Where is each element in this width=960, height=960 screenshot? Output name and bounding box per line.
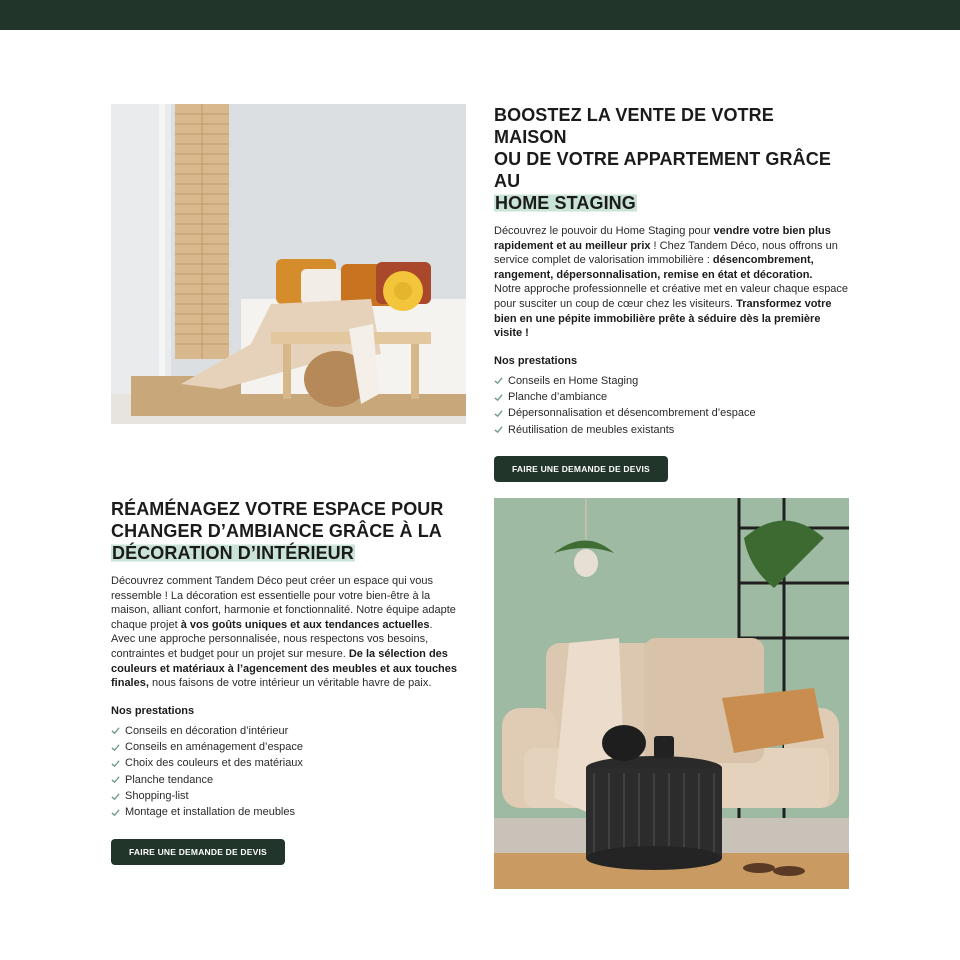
list-item-label: Conseils en décoration d’intérieur <box>125 724 289 737</box>
check-icon <box>494 393 503 402</box>
list-item-label: Conseils en aménagement d’espace <box>125 741 303 754</box>
check-icon <box>111 759 120 768</box>
title-line-1: BOOSTEZ LA VENTE DE VOTRE MAISON <box>494 105 774 147</box>
home-staging-text <box>494 104 849 482</box>
prestations-list <box>111 723 469 821</box>
section-title <box>494 104 849 214</box>
bedroom-photo <box>111 104 466 424</box>
prestations-title: Nos prestations <box>111 704 195 717</box>
check-icon <box>494 376 503 385</box>
intro-bold: à vos goûts uniques et aux tendances actuelles <box>180 618 430 631</box>
intro-text: Découvrez le pouvoir du Home Staging pour <box>494 225 714 237</box>
top-header-bar <box>0 0 960 30</box>
list-item-label: Choix des couleurs et des matériaux <box>125 757 303 770</box>
intro-text-4: nous faisons de votre intérieur un véritable havre de paix. <box>148 677 432 690</box>
decoration-text <box>111 498 469 865</box>
list-item <box>111 723 469 739</box>
list-item-label: Planche tendance <box>125 773 214 786</box>
quote-request-button[interactable]: FAIRE UNE DEMANDE DE DEVIS <box>111 839 285 865</box>
check-icon <box>494 425 503 434</box>
living-room-image <box>494 498 849 889</box>
title-highlight: HOME STAGING <box>495 193 636 213</box>
list-item-label: Réutilisation de meubles existants <box>508 423 675 436</box>
check-icon <box>111 808 120 817</box>
intro-text-2: . <box>429 618 433 631</box>
intro-text-2: ! Chez Tandem Déco, nous offrons un service complet de valorisation immobilière : <box>494 239 838 267</box>
check-icon <box>111 743 120 752</box>
list-item <box>494 422 849 438</box>
list-item <box>111 755 469 771</box>
title-highlight: DÉCORATION D’INTÉRIEUR <box>112 543 354 563</box>
title-line-2: OU DE VOTRE APPARTEMENT GRÂCE AU <box>494 149 831 191</box>
list-item <box>111 772 469 788</box>
intro-bold-2: De la sélection des couleurs et matériaux à l’agencement des meubles et aux touches finales, <box>111 647 458 690</box>
check-icon <box>111 792 120 801</box>
section-title <box>111 498 469 564</box>
title-line-2: CHANGER D’AMBIANCE GRÂCE À LA <box>111 521 442 541</box>
intro-paragraph <box>111 574 469 691</box>
list-item-label: Shopping-list <box>125 789 189 802</box>
intro-paragraph <box>494 224 849 341</box>
intro-text: Découvrez comment Tandem Déco peut créer un espace qui vous ressemble ! La décoration est essentielle pour votre bien-être à la maison, alliant confort, harmonie et fonctionnalité. Notre équipe adapte chaque projet <box>111 575 456 631</box>
intro-text-3: Avec une approche personnalisée, nous respectons vos besoins, contraintes et budget pour un projet sur mesure. <box>111 633 429 660</box>
list-item-label: Planche d’ambiance <box>508 391 608 404</box>
intro-text-3: Notre approche professionnelle et créative met en valeur chaque espace pour susciter un coup de cœur chez les visiteurs. <box>494 283 849 310</box>
interior-decoration-section <box>111 498 849 889</box>
check-icon <box>111 726 120 735</box>
title-line-1: RÉAMÉNAGEZ VOTRE ESPACE POUR <box>111 499 444 519</box>
list-item-label: Montage et installation de meubles <box>125 806 295 819</box>
list-item <box>494 389 849 405</box>
prestations-title: Nos prestations <box>494 354 578 367</box>
bedroom-image <box>111 104 466 424</box>
intro-bold-3: Transformez votre bien en une pépite immobilière prête à séduire dès la première visite ! <box>494 297 832 340</box>
list-item <box>111 739 469 755</box>
prestations-list <box>494 373 849 438</box>
quote-request-button[interactable]: FAIRE UNE DEMANDE DE DEVIS <box>494 456 668 482</box>
check-icon <box>494 409 503 418</box>
check-icon <box>111 775 120 784</box>
list-item <box>111 804 469 820</box>
list-item <box>111 788 469 804</box>
list-item <box>494 373 849 389</box>
intro-bold-2: désencombrement, rangement, dépersonnalisation, remise en état et décoration. <box>494 254 814 281</box>
list-item-label: Dépersonnalisation et désencombrement d’espace <box>508 407 756 420</box>
living-room-photo <box>494 498 849 889</box>
list-item-label: Conseils en Home Staging <box>508 374 639 387</box>
home-staging-section <box>111 104 849 474</box>
intro-bold: vendre votre bien plus rapidement et au meilleur prix <box>494 225 831 252</box>
list-item <box>494 405 849 421</box>
